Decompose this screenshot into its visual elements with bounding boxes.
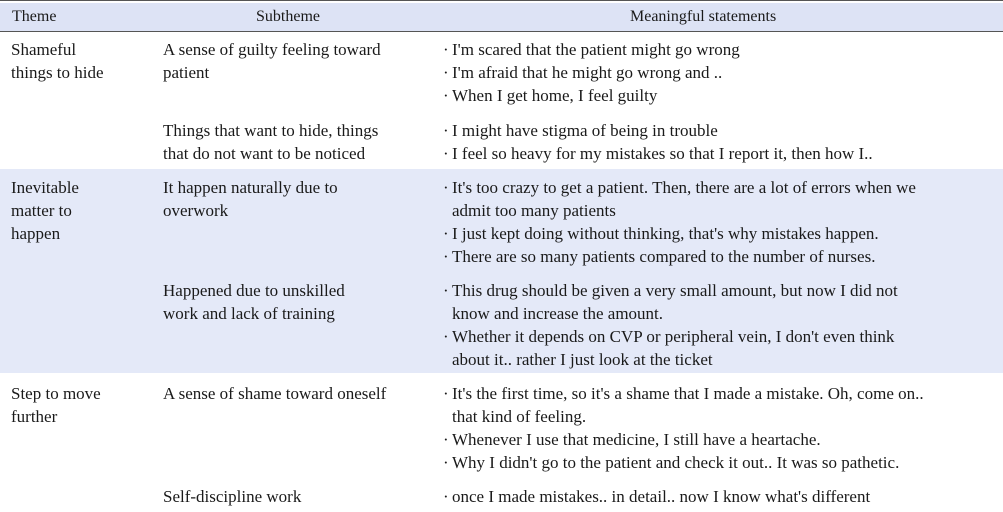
bullet: · bbox=[443, 327, 449, 346]
statement bbox=[443, 119, 873, 142]
statements-cell bbox=[443, 382, 924, 474]
statement-continuation: know and increase the amount. bbox=[452, 304, 664, 323]
statement bbox=[443, 245, 916, 268]
bullet: · bbox=[443, 487, 449, 506]
subtheme-line: overwork bbox=[163, 201, 229, 220]
bullet: · bbox=[443, 281, 449, 300]
statement bbox=[443, 451, 924, 474]
statement bbox=[443, 279, 898, 302]
statement-text: It's too crazy to get a patient. Then, there are a lot of errors when we bbox=[452, 178, 916, 197]
statement-text: I'm afraid that he might go wrong and .. bbox=[452, 63, 723, 82]
theme-cell bbox=[11, 382, 101, 428]
statement-text: I just kept doing without thinking, that's why mistakes happen. bbox=[452, 224, 879, 243]
bullet: · bbox=[443, 430, 449, 449]
statement bbox=[443, 142, 873, 165]
subtheme-cell bbox=[163, 485, 301, 508]
statement bbox=[443, 222, 916, 245]
subtheme-line: It happen naturally due to bbox=[163, 178, 338, 197]
statement bbox=[443, 382, 924, 405]
bullet: · bbox=[443, 384, 449, 403]
subtheme-line: A sense of guilty feeling toward bbox=[163, 40, 381, 59]
subtheme-cell bbox=[163, 279, 345, 325]
statement bbox=[443, 38, 740, 61]
theme-line: further bbox=[11, 407, 58, 426]
subtheme-cell bbox=[163, 382, 386, 405]
bullet: · bbox=[443, 121, 449, 140]
subtheme-cell bbox=[163, 176, 338, 222]
theme-line: Shameful bbox=[11, 40, 77, 59]
statement-text: It's the first time, so it's a shame that I made a mistake. Oh, come on.. bbox=[452, 384, 924, 403]
subtheme-line: Self-discipline work bbox=[163, 487, 302, 506]
statement-text: There are so many patients compared to the number of nurses. bbox=[452, 247, 876, 266]
statement-text: Whenever I use that medicine, I still have a heartache. bbox=[452, 430, 821, 449]
statements-cell bbox=[443, 279, 898, 371]
subtheme-cell bbox=[163, 119, 378, 165]
statement bbox=[443, 485, 870, 508]
statements-cell bbox=[443, 176, 916, 268]
statement bbox=[443, 325, 898, 348]
statement bbox=[443, 176, 916, 199]
subtheme-line: A sense of shame toward oneself bbox=[163, 384, 387, 403]
bullet: · bbox=[443, 63, 449, 82]
statement-continuation: admit too many patients bbox=[452, 201, 616, 220]
theme-cell bbox=[11, 38, 104, 84]
subtheme-line: patient bbox=[163, 63, 210, 82]
theme-line: matter to bbox=[11, 201, 72, 220]
statements-cell bbox=[443, 485, 870, 508]
statement-text: once I made mistakes.. in detail.. now I know what's different bbox=[452, 487, 871, 506]
statement-text: I'm scared that the patient might go wrong bbox=[452, 40, 740, 59]
table-header bbox=[0, 3, 1003, 32]
statement bbox=[443, 61, 740, 84]
statement bbox=[443, 84, 740, 107]
statement-text: Why I didn't go to the patient and check it out.. It was so pathetic. bbox=[452, 453, 900, 472]
statement bbox=[443, 428, 924, 451]
subtheme-cell bbox=[163, 38, 381, 84]
subtheme-line: that do not want to be noticed bbox=[163, 144, 366, 163]
theme-line: Inevitable bbox=[11, 178, 79, 197]
statement-continuation: that kind of feeling. bbox=[452, 407, 587, 426]
statements-cell bbox=[443, 38, 740, 107]
bullet: · bbox=[443, 86, 449, 105]
statement-continuation: about it.. rather I just look at the ticket bbox=[452, 350, 713, 369]
statement-text: Whether it depends on CVP or peripheral vein, I don't even think bbox=[452, 327, 895, 346]
subtheme-line: work and lack of training bbox=[163, 304, 335, 323]
theme-line: things to hide bbox=[11, 63, 104, 82]
statement-text: When I get home, I feel guilty bbox=[452, 86, 658, 105]
bullet: · bbox=[443, 224, 449, 243]
header-subtheme: Subtheme bbox=[256, 8, 320, 25]
subtheme-line: Things that want to hide, things bbox=[163, 121, 379, 140]
bullet: · bbox=[443, 178, 449, 197]
theme-line: Step to move bbox=[11, 384, 101, 403]
theme-cell bbox=[11, 176, 79, 245]
statements-cell bbox=[443, 119, 873, 165]
theme-line: happen bbox=[11, 224, 61, 243]
subtheme-line: Happened due to unskilled bbox=[163, 281, 345, 300]
statement-text: I feel so heavy for my mistakes so that I report it, then how I.. bbox=[452, 144, 873, 163]
statement-text: I might have stigma of being in trouble bbox=[452, 121, 718, 140]
statement-text: This drug should be given a very small amount, but now I did not bbox=[452, 281, 898, 300]
bullet: · bbox=[443, 144, 449, 163]
bullet: · bbox=[443, 247, 449, 266]
bullet: · bbox=[443, 453, 449, 472]
bullet: · bbox=[443, 40, 449, 59]
header-meaningful-statements: Meaningful statements bbox=[630, 8, 777, 25]
header-theme: Theme bbox=[12, 8, 57, 25]
